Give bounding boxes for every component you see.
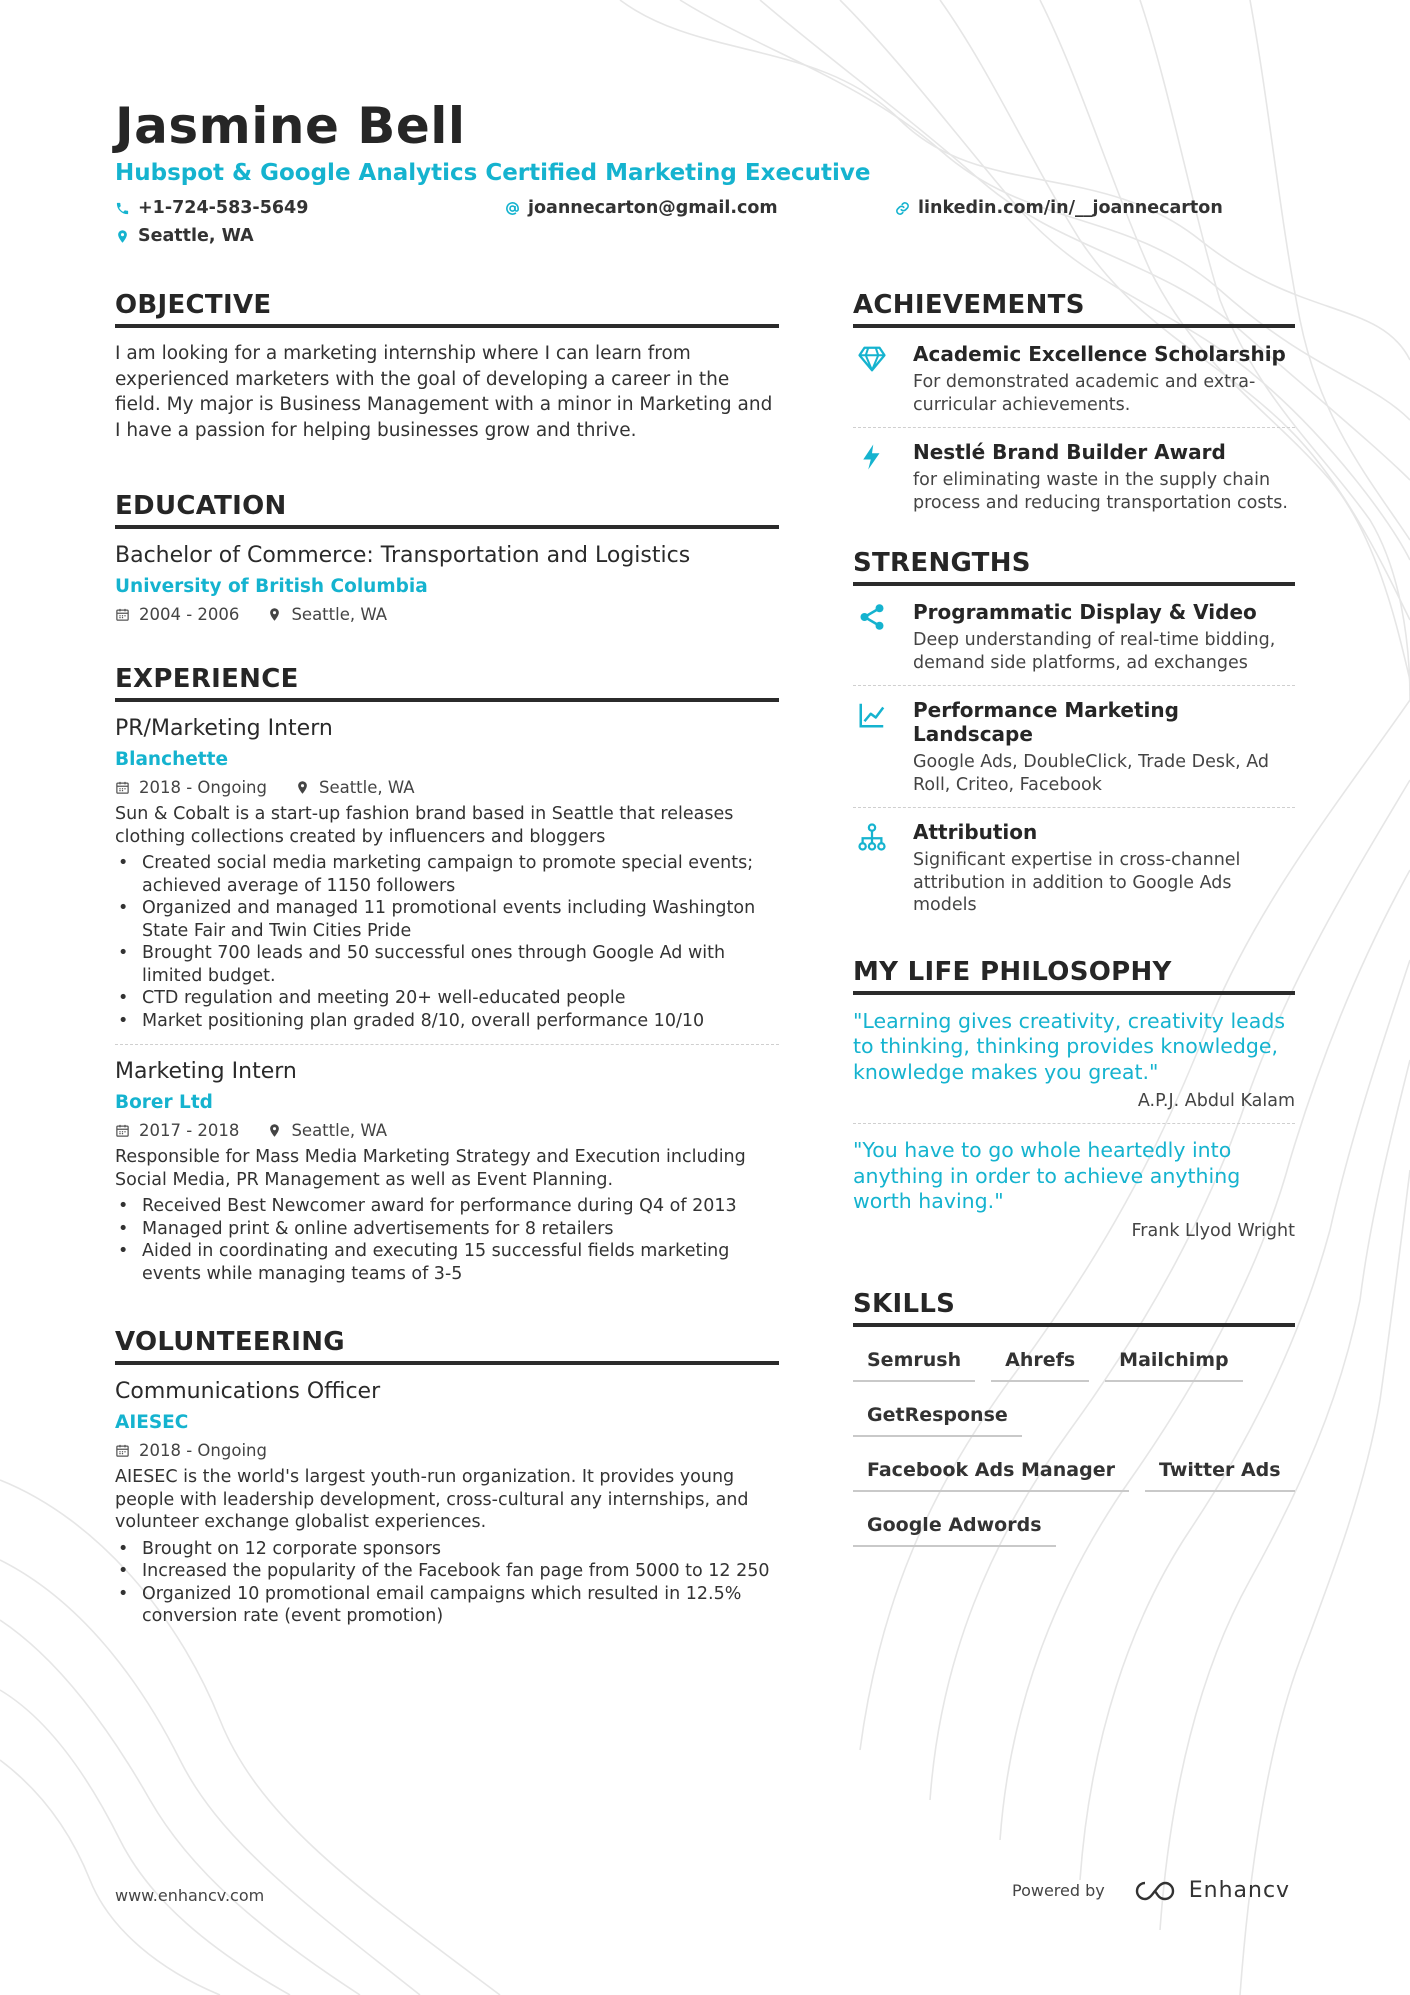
candidate-headline: Hubspot & Google Analytics Certified Marketing Executive (115, 160, 871, 186)
skills-section (853, 1289, 1295, 1547)
bullet-item: • Aided in coordinating and executing 15 successful fields marketing events while managing teams of 3-5 (115, 1240, 779, 1285)
strength-item (853, 698, 1295, 796)
contact-linkedin[interactable] (895, 198, 1223, 218)
bullet-item: • Brought on 12 corporate sponsors (115, 1538, 779, 1561)
bullet-item: • Organized and managed 11 promotional events including Washington State Fair and Twin Cities Pride (115, 897, 779, 942)
right-column (853, 290, 1295, 1547)
job-bullets (115, 852, 779, 1032)
bullet-item: • Received Best Newcomer award for performance during Q4 of 2013 (115, 1195, 779, 1218)
strength-desc: Deep understanding of real-time bidding, demand side platforms, ad exchanges (913, 630, 1276, 673)
section-title: MY LIFE PHILOSOPHY (853, 957, 1295, 995)
section-title: STRENGTHS (853, 548, 1295, 586)
objective-section (115, 290, 779, 443)
phone-text: +1-724-583-5649 (138, 198, 309, 218)
map-pin-icon (115, 229, 130, 244)
achievement-desc: For demonstrated academic and extra-curricular achievements. (913, 372, 1256, 415)
achievement-title: Academic Excellence Scholarship (913, 342, 1286, 366)
strength-desc: Google Ads, DoubleClick, Trade Desk, Ad Roll, Criteo, Facebook (913, 752, 1269, 795)
volunteer-role: Communications Officer (115, 1379, 381, 1404)
enhancv-logo-icon (1131, 1879, 1179, 1903)
job-location: Seattle, WA (291, 1121, 388, 1140)
map-pin-icon (267, 607, 282, 622)
bullet-item: • Market positioning plan graded 8/10, overall performance 10/10 (115, 1010, 779, 1033)
education-meta (115, 605, 779, 624)
bullet-item: • Increased the popularity of the Facebook fan page from 5000 to 12 250 (115, 1560, 779, 1583)
job-description: Sun & Cobalt is a start-up fashion brand based in Seattle that releases clothing collections created by influencers and bloggers (115, 804, 734, 847)
brand-logo[interactable] (1131, 1878, 1290, 1903)
school-name: University of British Columbia (115, 576, 428, 597)
strength-title: Performance Marketing Landscape (913, 698, 1179, 746)
skills-list (853, 1341, 1295, 1547)
quote-entry (853, 1138, 1295, 1241)
skill-tag: Semrush (853, 1341, 975, 1382)
achievement-desc: for eliminating waste in the supply chain process and reducing transportation costs. (913, 470, 1288, 513)
entry-divider (115, 1044, 779, 1045)
bullet-item: • Managed print & online advertisements for 8 retailers (115, 1218, 779, 1241)
calendar-icon (115, 1443, 130, 1458)
philosophy-section (853, 957, 1295, 1241)
strengths-section (853, 548, 1295, 917)
job-role: PR/Marketing Intern (115, 716, 333, 741)
achievements-section (853, 290, 1295, 514)
contact-email[interactable] (505, 198, 778, 218)
degree: Bachelor of Commerce: Transportation and Logistics (115, 543, 691, 568)
volunteer-description: AIESEC is the world's largest youth-run organization. It provides young people with leadership development, cross-cultural any internships, and volunteer exchange globalist experiences. (115, 1467, 749, 1532)
education-dates: 2004 - 2006 (139, 605, 240, 624)
company-name: Borer Ltd (115, 1092, 213, 1113)
quote-text: "You have to go whole heartedly into anything in order to achieve anything worth having." (853, 1138, 1241, 1213)
bolt-icon (857, 442, 887, 472)
job-location: Seattle, WA (318, 778, 415, 797)
skill-tag: Twitter Ads (1145, 1451, 1295, 1492)
bullet-item: • Created social media marketing campaign to promote special events; achieved average of 1150 followers (115, 852, 779, 897)
strength-title: Programmatic Display & Video (913, 600, 1257, 624)
section-title: ACHIEVEMENTS (853, 290, 1295, 328)
footer-website[interactable]: www.enhancv.com (115, 1886, 265, 1905)
entry-divider (853, 685, 1295, 686)
bullet-item: • Brought 700 leads and 50 successful ones through Google Ad with limited budget. (115, 942, 779, 987)
bullet-item: • CTD regulation and meeting 20+ well-educated people (115, 987, 779, 1010)
brand-name: Enhancv (1188, 1878, 1291, 1903)
map-pin-icon (295, 780, 310, 795)
contact-phone[interactable] (115, 198, 308, 218)
bullet-item: • Organized 10 promotional email campaigns which resulted in 12.5% conversion rate (event promotion) (115, 1583, 779, 1628)
experience-entry (115, 716, 779, 1032)
calendar-icon (115, 780, 130, 795)
diamond-icon (857, 344, 887, 374)
calendar-icon (115, 1123, 130, 1138)
entry-divider (853, 427, 1295, 428)
skill-tag: GetResponse (853, 1396, 1022, 1437)
hierarchy-icon (857, 822, 887, 852)
job-dates: 2017 - 2018 (139, 1121, 240, 1140)
quote-author: Frank Llyod Wright (1131, 1220, 1295, 1241)
map-pin-icon (267, 1123, 282, 1138)
section-title: OBJECTIVE (115, 290, 779, 328)
volunteer-meta (115, 1441, 779, 1460)
quote-entry (853, 1009, 1295, 1112)
candidate-name: Jasmine Bell (115, 97, 466, 155)
skill-tag: Mailchimp (1105, 1341, 1242, 1382)
volunteer-dates: 2018 - Ongoing (139, 1441, 267, 1460)
footer-branding (1012, 1878, 1290, 1903)
powered-by-label: Powered by (1012, 1881, 1105, 1900)
share-icon (857, 602, 887, 632)
section-title: EDUCATION (115, 491, 779, 529)
line-chart-icon (857, 700, 887, 730)
left-column (115, 290, 779, 1628)
section-title: SKILLS (853, 1289, 1295, 1327)
objective-text: I am looking for a marketing internship where I can learn from experienced marketers with the goal of developing a career in the field. My major is Business Management with a minor in Marketing and I have a passion for helping businesses grow and thrive. (115, 343, 773, 441)
achievement-title: Nestlé Brand Builder Award (913, 440, 1226, 464)
volunteer-org: AIESEC (115, 1412, 189, 1433)
linkedin-text: linkedin.com/in/__joannecarton (918, 198, 1223, 218)
quote-text: "Learning gives creativity, creativity leads to thinking, thinking provides knowledge, knowledge makes you great." (853, 1008, 1286, 1084)
job-meta (115, 778, 779, 797)
job-bullets (115, 1195, 779, 1285)
company-name: Blanchette (115, 749, 229, 770)
education-section (115, 491, 779, 624)
job-role: Marketing Intern (115, 1059, 297, 1084)
email-text: joannecarton@gmail.com (528, 198, 778, 218)
strength-desc: Significant expertise in cross-channel attribution in addition to Google Ads models (913, 850, 1241, 915)
calendar-icon (115, 607, 130, 622)
strength-item (853, 820, 1295, 917)
education-location: Seattle, WA (291, 605, 388, 624)
section-title: VOLUNTEERING (115, 1327, 779, 1365)
contact-location (115, 226, 254, 246)
section-title: EXPERIENCE (115, 664, 779, 702)
achievement-item (853, 342, 1295, 416)
at-sign-icon (505, 201, 520, 216)
job-meta (115, 1121, 779, 1140)
quote-author: A.P.J. Abdul Kalam (1137, 1091, 1295, 1111)
volunteering-section (115, 1327, 779, 1628)
entry-divider (853, 807, 1295, 808)
entry-divider (853, 1123, 1295, 1124)
experience-section (115, 664, 779, 1285)
phone-icon (115, 201, 130, 216)
job-dates: 2018 - Ongoing (139, 778, 267, 797)
link-icon (895, 201, 910, 216)
strength-item (853, 600, 1295, 674)
skill-tag: Facebook Ads Manager (853, 1451, 1129, 1492)
experience-entry (115, 1059, 779, 1285)
achievement-item (853, 440, 1295, 514)
skill-tag: Google Adwords (853, 1506, 1056, 1547)
skill-tag: Ahrefs (991, 1341, 1089, 1382)
location-text: Seattle, WA (138, 226, 254, 246)
volunteer-bullets (115, 1538, 779, 1628)
job-description: Responsible for Mass Media Marketing Strategy and Execution including Social Media, PR Management as well as Event Planning. (115, 1147, 746, 1190)
strength-title: Attribution (913, 820, 1038, 844)
